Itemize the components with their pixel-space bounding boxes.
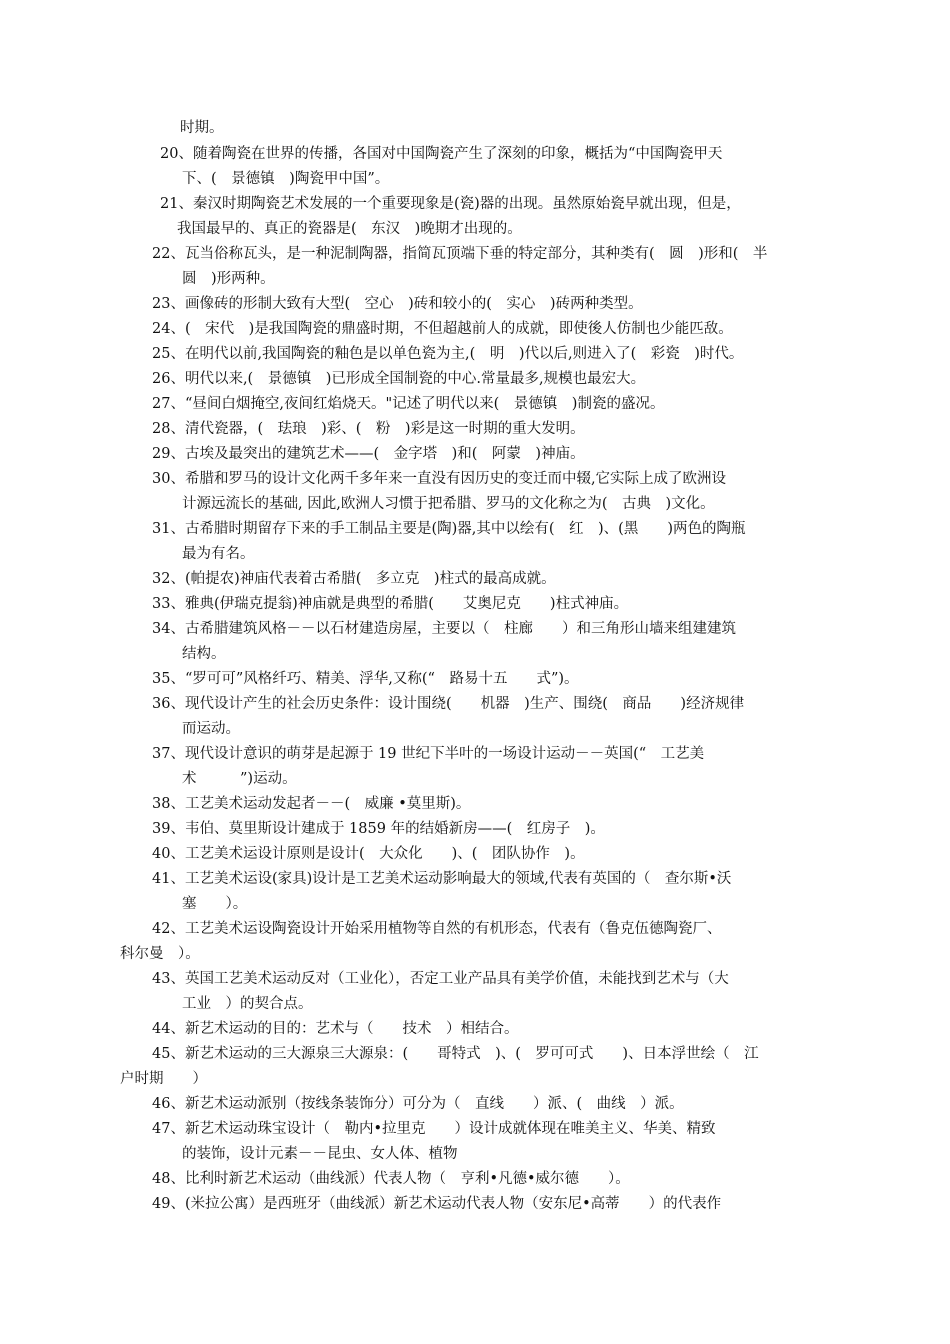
text-line: 38、工艺美术运动发起者－－( 威廉 •莫里斯)。 <box>152 796 471 812</box>
text-line: 40、工艺美术运设计原则是设计( 大众化 )、( 团队协作 )。 <box>152 846 585 862</box>
text-line: 我国最早的、真正的瓷器是( 东汉 )晚期才出现的。 <box>177 221 522 237</box>
text-line: 36、现代设计产生的社会历史条件：设计围绕( 机器 )生产、围绕( 商品 )经济规律 <box>152 696 745 712</box>
text-line: 49、(米拉公寓）是西班牙（曲线派）新艺术运动代表人物（安东尼•高蒂 ）的代表作 <box>152 1196 722 1212</box>
text-line: 33、雅典(伊瑞克提翁)神庙就是典型的希腊( 艾奥尼克 )柱式神庙。 <box>152 596 629 612</box>
text-line: 24、( 宋代 )是我国陶瓷的鼎盛时期，不但超越前人的成就，即使後人仿制也少能匹敌。 <box>152 321 733 337</box>
text-line: 21、秦汉时期陶瓷艺术发展的一个重要现象是(瓷)器的出现。虽然原始瓷早就出现，但是， <box>160 196 741 212</box>
text-line: 20、随着陶瓷在世界的传播，各国对中国陶瓷产生了深刻的印象，概括为“中国陶瓷甲天 <box>160 146 723 162</box>
text-line: 39、韦伯、莫里斯设计建成于 1859 年的结婚新房——( 红房子 )。 <box>152 821 605 837</box>
text-line: 塞 ）。 <box>182 896 248 912</box>
text-line: 42、工艺美术运设陶瓷设计开始采用植物等自然的有机形态，代表有（鲁克伍德陶瓷厂、 <box>152 921 722 937</box>
text-line: 计源远流长的基础, 因此,欧洲人习惯于把希腊、罗马的文化称之为( 古典 )文化。 <box>182 496 715 512</box>
text-line: 41、工艺美术运设(家具)设计是工艺美术运动影响最大的领域,代表有英国的（ 查尔斯•沃 <box>152 871 732 887</box>
text-line: 43、英国工艺美术运动反对（工业化），否定工业产品具有美学价值，未能找到艺术与（大 <box>152 971 729 987</box>
text-line: 35、“罗可可”风格纤巧、精美、浮华,又称(“ 路易十五 式”)。 <box>152 671 579 687</box>
text-line: 时期。 <box>180 120 224 136</box>
text-line: 28、清代瓷器，( 珐琅 )彩、( 粉 )彩是这一时期的重大发明。 <box>152 421 585 437</box>
text-line: 30、希腊和罗马的设计文化两千多年来一直没有因历史的变迁而中辍,它实际上成了欧洲设 <box>152 471 727 487</box>
text-line: 工业 ）的契合点。 <box>182 996 313 1012</box>
text-line: 的装饰，设计元素－－昆虫、女人体、植物 <box>182 1146 458 1162</box>
text-line: 科尔曼 ）。 <box>120 946 200 962</box>
text-line: 23、画像砖的形制大致有大型( 空心 )砖和较小的( 实心 )砖两种类型。 <box>152 296 643 312</box>
text-line: 47、新艺术运动珠宝设计（ 勒内•拉里克 ）设计成就体现在唯美主义、华美、精致 <box>152 1121 716 1137</box>
text-line: 37、现代设计意识的萌芽是起源于 19 世纪下半叶的一场设计运动－－英国(“ 工艺美 <box>152 746 705 762</box>
text-line: 27、“昼间白烟掩空,夜间红焰烧天。"记述了明代以来( 景德镇 )制瓷的盛况。 <box>152 396 665 412</box>
text-line: 术 ”)运动。 <box>182 771 297 787</box>
text-line: 22、瓦当俗称瓦头，是一种泥制陶器，指简瓦顶端下垂的特定部分，其种类有( 圆 )形和( 半 <box>152 246 768 262</box>
text-line: 户时期 ） <box>120 1071 207 1087</box>
text-line: 最为有名。 <box>182 546 255 562</box>
text-line: 34、古希腊建筑风格－－以石材建造房屋，主要以（ 柱廊 ）和三角形山墙来组建建筑 <box>152 621 736 637</box>
text-line: 圆 )形两种。 <box>182 271 275 287</box>
text-line: 下、( 景德镇 )陶瓷甲中国”。 <box>182 171 390 187</box>
text-line: 31、古希腊时期留存下来的手工制品主要是(陶)器,其中以绘有( 红 )、(黑 )两色的陶瓶 <box>152 521 746 537</box>
text-line: 48、比利时新艺术运动（曲线派）代表人物（ 亨利•凡德•威尔德 ）。 <box>152 1171 630 1187</box>
text-line: 29、古埃及最突出的建筑艺术——( 金字塔 )和( 阿蒙 )神庙。 <box>152 446 585 462</box>
text-line: 25、在明代以前,我国陶瓷的釉色是以单色瓷为主,( 明 )代以后,则进入了( 彩瓷 )时代。 <box>152 346 744 362</box>
text-line: 45、新艺术运动的三大源泉三大源泉：( 哥特式 )、( 罗可可式 )、日本浮世绘（ 江 <box>152 1046 759 1062</box>
text-line: 46、新艺术运动派别（按线条装饰分）可分为（ 直线 ）派、( 曲线 ）派。 <box>152 1096 684 1112</box>
text-line: 44、新艺术运动的目的：艺术与（ 技术 ）相结合。 <box>152 1021 519 1037</box>
text-line: 32、(帕提农)神庙代表着古希腊( 多立克 )柱式的最高成就。 <box>152 571 556 587</box>
text-line: 而运动。 <box>182 721 240 737</box>
text-line: 26、明代以来,( 景德镇 )已形成全国制瓷的中心.常量最多,规模也最宏大。 <box>152 371 646 387</box>
text-line: 结构。 <box>182 646 226 662</box>
